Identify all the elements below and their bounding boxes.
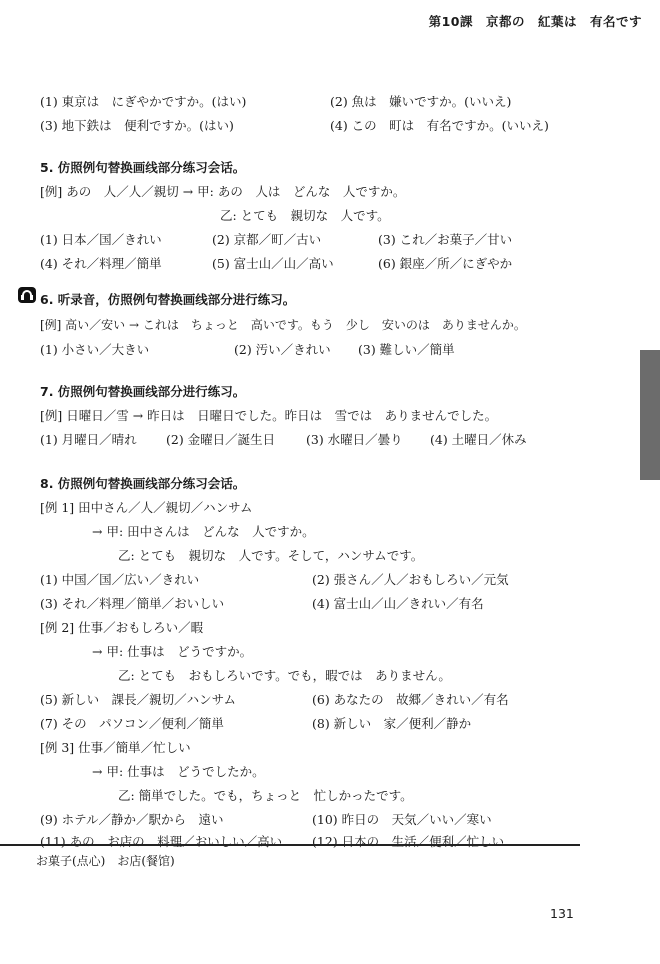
section-7-example: [例] 日曜日／雪 → 昨日は 日曜日でした。昨日は 雪では ありませんでした。 bbox=[40, 408, 498, 423]
exercise-item: (10) 昨日の 天気／いい／寒い bbox=[312, 812, 492, 827]
exercise-item: (1) 日本／国／きれい bbox=[40, 232, 162, 247]
exercise-item: (5) 富士山／山／高い bbox=[212, 256, 334, 271]
exercise-item: (8) 新しい 家／便利／静か bbox=[312, 716, 472, 731]
footer-rule bbox=[0, 844, 580, 846]
exercise-item: (5) 新しい 課長／親切／ハンサム bbox=[40, 692, 237, 707]
exercise-item: (2) 魚は 嫌いですか。(いいえ) bbox=[330, 94, 512, 109]
exercise-item: (12) 日本の 生活／便利／忙しい bbox=[312, 834, 505, 849]
section-8-example-2-question: → 甲: 仕事は どうですか。 bbox=[92, 644, 253, 659]
section-5-title: 5. 仿照例句替换画线部分练习会话。 bbox=[40, 160, 246, 175]
glossary-footnote: お菓子(点心) お店(餐馆) bbox=[36, 854, 175, 868]
exercise-item: (6) あなたの 故郷／きれい／有名 bbox=[312, 692, 509, 707]
section-8-example-1-question: → 甲: 田中さんは どんな 人ですか。 bbox=[92, 524, 315, 539]
exercise-item: (3) 水曜日／曇り bbox=[306, 432, 403, 447]
exercise-item: (3) それ／料理／簡単／おいしい bbox=[40, 596, 225, 611]
chapter-side-tab bbox=[640, 350, 660, 480]
section-8-title: 8. 仿照例句替换画线部分练习会话。 bbox=[40, 476, 246, 491]
exercise-item: (2) 金曜日／誕生日 bbox=[166, 432, 276, 447]
page-number: 131 bbox=[550, 906, 574, 921]
chapter-header: 第10課 京都の 紅葉は 有名です bbox=[428, 14, 642, 29]
exercise-item: (1) 東京は にぎやかですか。(はい) bbox=[40, 94, 247, 109]
section-8-example-3-question: → 甲: 仕事は どうでしたか。 bbox=[92, 764, 265, 779]
exercise-item: (4) この 町は 有名ですか。(いいえ) bbox=[330, 118, 549, 133]
section-7-title: 7. 仿照例句替换画线部分进行练习。 bbox=[40, 384, 246, 399]
exercise-item: (3) これ／お菓子／甘い bbox=[378, 232, 513, 247]
exercise-item: (1) 中国／国／広い／きれい bbox=[40, 572, 200, 587]
exercise-item: (1) 月曜日／晴れ bbox=[40, 432, 137, 447]
exercise-item: (7) その パソコン／便利／簡単 bbox=[40, 716, 224, 731]
exercise-item: (2) 張さん／人／おもしろい／元気 bbox=[312, 572, 509, 587]
exercise-item: (11) あの お店の 料理／おいしい／高い bbox=[40, 834, 283, 849]
section-5-example-reply: 乙: とても 親切な 人です。 bbox=[220, 208, 390, 223]
section-8-example-1-answer: 乙: とても 親切な 人です。そして，ハンサムです。 bbox=[118, 548, 424, 563]
exercise-item: (3) 地下鉄は 便利ですか。(はい) bbox=[40, 118, 234, 133]
section-8-example-2-answer: 乙: とても おもしろいです。でも，暇では ありません。 bbox=[118, 668, 451, 683]
section-6-example: [例] 高い／安い → これは ちょっと 高いです。もう 少し 安いのは ありませんか。 bbox=[40, 318, 526, 332]
exercise-item: (9) ホテル／静か／駅から 遠い bbox=[40, 812, 224, 827]
exercise-item: (2) 汚い／きれい bbox=[234, 342, 331, 357]
section-8-example-1: [例 1] 田中さん／人／親切／ハンサム bbox=[40, 500, 253, 515]
section-6-title: 6. 听录音，仿照例句替换画线部分进行练习。 bbox=[40, 292, 296, 307]
section-5-example: [例] あの 人／人／親切 → 甲: あの 人は どんな 人ですか。 bbox=[40, 184, 406, 199]
exercise-item: (2) 京都／町／古い bbox=[212, 232, 322, 247]
exercise-item: (4) 土曜日／休み bbox=[430, 432, 527, 447]
exercise-item: (4) 富士山／山／きれい／有名 bbox=[312, 596, 484, 611]
exercise-item: (4) それ／料理／簡単 bbox=[40, 256, 162, 271]
headphones-icon bbox=[18, 287, 36, 303]
exercise-item: (6) 銀座／所／にぎやか bbox=[378, 256, 513, 271]
section-8-example-2: [例 2] 仕事／おもしろい／暇 bbox=[40, 620, 204, 635]
section-8-example-3-answer: 乙: 簡単でした。でも，ちょっと 忙しかったです。 bbox=[118, 788, 413, 803]
exercise-item: (1) 小さい／大きい bbox=[40, 342, 150, 357]
exercise-item: (3) 難しい／簡単 bbox=[358, 342, 455, 357]
section-8-example-3: [例 3] 仕事／簡単／忙しい bbox=[40, 740, 191, 755]
